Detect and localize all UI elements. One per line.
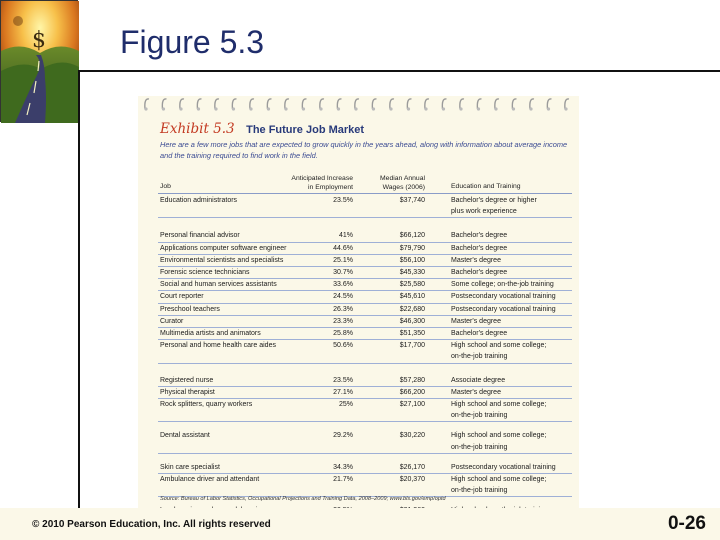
ring-hole-icon — [477, 107, 480, 110]
job-table — [158, 195, 572, 518]
ring-hole-icon — [214, 107, 217, 110]
table-row — [158, 328, 572, 340]
ring-icon — [285, 99, 289, 109]
ring-icon — [512, 99, 516, 109]
table-row — [158, 255, 572, 267]
table-row — [158, 399, 572, 422]
increase-cell: 34.3% — [333, 463, 353, 471]
education-line: on-the-job training — [451, 487, 508, 495]
ring-hole-icon — [162, 107, 165, 110]
ring-hole-icon — [249, 107, 252, 110]
wage-cell: $79,790 — [399, 244, 425, 252]
source-note: Source: Bureau of Labor Statistics, Occupational Projections and Training Data, 2008–2009; www.bls.gov/emp/optd — [160, 496, 446, 502]
wage-cell: $27,100 — [399, 401, 425, 409]
ring-hole-icon — [232, 107, 235, 110]
education-line: Postsecondary vocational training — [451, 463, 556, 471]
ring-hole-icon — [284, 107, 287, 110]
job-cell: Forensic science technicians — [160, 269, 250, 277]
ring-icon — [215, 99, 219, 109]
job-cell: Registered nurse — [160, 376, 214, 384]
wage-cell: $26,170 — [399, 463, 425, 471]
education-cell — [451, 230, 572, 241]
education-cell — [451, 291, 572, 302]
wage-cell: $56,100 — [399, 256, 425, 264]
education-cell — [451, 316, 572, 327]
increase-cell: 25.8% — [333, 330, 353, 338]
job-cell: Skin care specialist — [160, 463, 220, 471]
ring-icon — [145, 99, 149, 109]
wage-cell: $46,300 — [399, 317, 425, 325]
wage-cell: $17,700 — [399, 342, 425, 350]
education-cell — [451, 243, 572, 254]
education-cell — [451, 399, 572, 421]
education-line: Bachelor's degree or higher — [451, 197, 537, 204]
road-dollar-illustration — [1, 1, 79, 123]
ring-icon — [530, 99, 534, 109]
table-row — [158, 195, 572, 218]
ring-icon — [495, 99, 499, 109]
increase-cell: 29.2% — [333, 432, 353, 440]
page-number: 0-26 — [667, 513, 706, 534]
table-row — [158, 387, 572, 399]
wage-cell: $30,220 — [399, 432, 425, 440]
column-header-increase — [263, 175, 353, 192]
ring-icon — [442, 99, 446, 109]
increase-cell: 25.1% — [333, 256, 353, 264]
exhibit-title: The Future Job Market — [246, 124, 365, 136]
education-cell — [451, 279, 572, 290]
job-cell: Court reporter — [160, 293, 204, 301]
exhibit-number: Exhibit 5.3 — [160, 121, 235, 137]
ring-icon — [460, 99, 464, 109]
ring-icon — [267, 99, 271, 109]
education-line: on-the-job training — [451, 353, 508, 361]
ring-hole-icon — [529, 107, 532, 110]
exhibit-image — [138, 96, 579, 508]
education-line: Some college; on-the-job training — [451, 281, 554, 289]
job-cell: Rock splitters, quarry workers — [160, 401, 253, 409]
education-line: Bachelor's degree — [451, 232, 508, 240]
ring-hole-icon — [512, 107, 515, 110]
ring-hole-icon — [424, 107, 427, 110]
header-line: in Employment — [308, 183, 353, 191]
ring-icon — [302, 99, 306, 109]
job-cell: Ambulance driver and attendant — [160, 476, 260, 484]
ring-icon — [232, 99, 236, 109]
ring-icon — [337, 99, 341, 109]
job-cell: Social and human services assistants — [160, 281, 277, 289]
increase-cell: 30.7% — [333, 269, 353, 277]
wage-cell: $22,680 — [399, 305, 425, 313]
table-row — [158, 279, 572, 291]
table-row — [158, 430, 572, 453]
ring-hole-icon — [459, 107, 462, 110]
job-cell: Curator — [160, 317, 184, 325]
column-header-wages — [358, 175, 425, 192]
job-cell: Applications computer software engineer — [160, 244, 287, 252]
wage-cell: $66,200 — [399, 388, 425, 396]
ring-icon — [355, 99, 359, 109]
ring-hole-icon — [179, 107, 182, 110]
ring-hole-icon — [144, 107, 147, 110]
increase-cell: 23.3% — [333, 317, 353, 325]
title-divider — [80, 70, 720, 72]
wage-cell: $37,740 — [399, 197, 425, 204]
svg-text:$: $ — [32, 28, 46, 53]
ring-icon — [477, 99, 481, 109]
column-header-education: Education and Training — [451, 183, 521, 190]
exhibit-intro: Here are a few more jobs that are expected to grow quickly in the years ahead, along with information about average income and the training required to find work in the field. — [160, 140, 568, 160]
ring-hole-icon — [302, 107, 305, 110]
ring-icon — [547, 99, 551, 109]
education-cell — [451, 375, 572, 386]
education-line: plus work experience — [451, 208, 517, 216]
slide-title: Figure 5.3 — [120, 24, 265, 60]
wage-cell: $57,280 — [399, 376, 425, 384]
ring-icon — [197, 99, 201, 109]
education-line: High school and some college; — [451, 432, 547, 440]
ring-hole-icon — [354, 107, 357, 110]
wage-cell: $20,370 — [399, 476, 425, 484]
education-cell — [451, 340, 572, 362]
exhibit-heading — [160, 120, 364, 138]
ring-hole-icon — [319, 107, 322, 110]
ring-icon — [372, 99, 376, 109]
ring-icon — [565, 99, 569, 109]
table-row — [158, 230, 572, 242]
wage-cell: $66,120 — [399, 232, 425, 240]
table-row — [158, 340, 572, 363]
education-cell — [451, 328, 572, 339]
ring-hole-icon — [494, 107, 497, 110]
education-line: Bachelor's degree — [451, 244, 508, 252]
copyright-text: © 2010 Pearson Education, Inc. All rights reserved — [32, 519, 271, 530]
increase-cell: 21.7% — [333, 476, 353, 484]
education-cell — [451, 267, 572, 278]
ring-icon — [407, 99, 411, 109]
table-row — [158, 267, 572, 279]
column-header-job: Job — [160, 183, 171, 190]
increase-cell: 44.6% — [333, 244, 353, 252]
ring-hole-icon — [267, 107, 270, 110]
increase-cell: 26.3% — [333, 305, 353, 313]
increase-cell: 41% — [338, 232, 353, 240]
ring-icon — [162, 99, 166, 109]
job-cell: Environmental scientists and specialists — [160, 256, 284, 264]
ring-hole-icon — [407, 107, 410, 110]
increase-cell: 27.1% — [333, 388, 353, 396]
ring-hole-icon — [442, 107, 445, 110]
ring-hole-icon — [372, 107, 375, 110]
header-line: Anticipated Increase — [291, 175, 353, 182]
header-divider — [158, 193, 572, 194]
education-line: Master's degree — [451, 256, 501, 264]
wage-cell: $45,610 — [399, 293, 425, 301]
job-cell: Personal and home health care aides — [160, 342, 276, 350]
ring-hole-icon — [389, 107, 392, 110]
wage-cell: $25,580 — [399, 281, 425, 289]
education-cell — [451, 462, 572, 473]
table-row — [158, 304, 572, 316]
increase-cell: 24.5% — [333, 293, 353, 301]
job-cell: Physical therapist — [160, 388, 215, 396]
education-cell — [451, 195, 572, 217]
education-cell — [451, 387, 572, 398]
education-line: High school and some college; — [451, 401, 547, 409]
ring-icon — [320, 99, 324, 109]
education-line: Master's degree — [451, 388, 501, 396]
table-row — [158, 243, 572, 255]
wage-cell: $45,330 — [399, 269, 425, 277]
ring-icon — [180, 99, 184, 109]
table-row — [158, 316, 572, 328]
job-cell: Dental assistant — [160, 432, 210, 440]
ring-hole-icon — [547, 107, 550, 110]
education-line: on-the-job training — [451, 412, 508, 420]
education-cell — [451, 255, 572, 266]
table-row — [158, 375, 572, 387]
job-cell: Multimedia artists and animators — [160, 330, 261, 338]
side-divider — [78, 70, 80, 540]
education-line: Bachelor's degree — [451, 330, 508, 338]
increase-cell: 50.6% — [333, 342, 353, 350]
wage-cell: $51,350 — [399, 330, 425, 338]
ring-hole-icon — [337, 107, 340, 110]
education-line: Postsecondary vocational training — [451, 293, 556, 301]
education-line: Postsecondary vocational training — [451, 305, 556, 313]
education-line: Bachelor's degree — [451, 269, 508, 277]
ring-icon — [390, 99, 394, 109]
increase-cell: 23.5% — [333, 197, 353, 204]
education-cell — [451, 474, 572, 496]
table-row — [158, 291, 572, 303]
education-line: Associate degree — [451, 376, 506, 384]
education-cell — [451, 304, 572, 315]
education-line: High school and some college; — [451, 476, 547, 484]
education-line: High school and some college; — [451, 342, 547, 350]
table-row — [158, 462, 572, 474]
job-cell: Education administrators — [160, 197, 238, 204]
ring-icon — [250, 99, 254, 109]
education-line: on-the-job training — [451, 443, 508, 451]
table-row — [158, 474, 572, 497]
job-cell: Personal financial advisor — [160, 232, 240, 240]
header-line: Median Annual — [380, 175, 425, 182]
header-line: Wages (2006) — [382, 183, 425, 191]
increase-cell: 33.6% — [333, 281, 353, 289]
education-line: Master's degree — [451, 317, 501, 325]
ring-icon — [425, 99, 429, 109]
logo-image — [0, 0, 78, 122]
ring-hole-icon — [564, 107, 567, 110]
ring-hole-icon — [197, 107, 200, 110]
education-cell — [451, 430, 572, 452]
increase-cell: 25% — [338, 401, 353, 409]
job-cell: Preschool teachers — [160, 305, 220, 313]
increase-cell: 23.5% — [333, 376, 353, 384]
notebook-rings — [138, 96, 579, 112]
